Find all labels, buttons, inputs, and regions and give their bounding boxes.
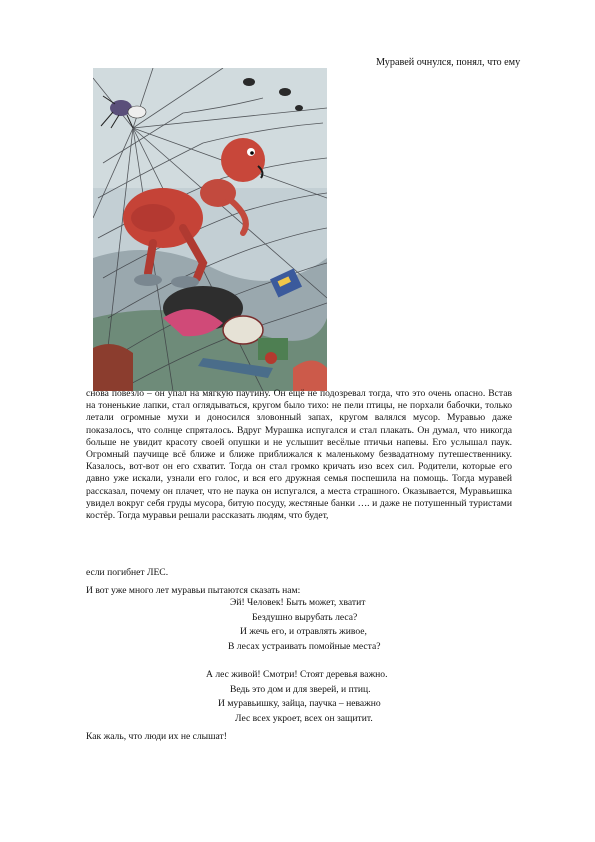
story-opening-line: Муравей очнулся, понял, что ему <box>376 57 521 68</box>
poem-line: А лес живой! Смотри! Стоят деревья важно. <box>206 669 388 680</box>
poem-line: И жечь его, и отравлять живое, <box>240 626 367 638</box>
poem-line: Эй! Человек! Быть может, хватит <box>230 597 366 608</box>
story-closing-line: если погибнет ЛЕС. <box>86 567 169 578</box>
poem-stanza-1 <box>200 596 470 654</box>
poem-line: Бездушно вырубать леса? <box>252 611 358 623</box>
poem-intro-line: И вот уже много лет муравьи пытаются сказать нам: <box>86 585 301 596</box>
poem-line: В лесах устраивать помойные места? <box>228 640 381 652</box>
story-paragraph: снова повезло – он упал на мягкую паутину. Он ещё не подозревал тогда, что это очень опасно. Встав на тоненькие лапки, стал оглядываться, кругом было тихо: не пели птицы, не порхали бабочки, только летали огромные мухи и доносился зловонный запах, кругом валялся мусор. Муравью даже показалось, что солнце спряталось. Вдруг Мурашка испугался и стал плакать. Он думал, что никогда больше не увидит красоту своей опушки и не услышит весёлые птичьи напевы. Его услышал паук. Огромный паучище всё ближе и ближе приближался к маленькому безвадатному путешественнику. Казалось, вот-вот он его схватит. Тогда он стал громко кричать изо всех сил. Родители, которые его давно уже искали, узнали его голос, и вся его дружная семья поспешила на помощь. Тогда муравей рассказал, почему он плачет, что не паука он испугался, а места страшного. Оказывается, Муравьишка увидел вокруг себя груды мусора, битую посуду, жестяные банки …. и даже не потушенный туристами костёр. Тогда муравьи решали рассказать людям, что будет, <box>86 388 512 522</box>
poem-line: Ведь это дом и для зверей, и птиц. <box>230 683 371 695</box>
poem-stanza-2 <box>200 668 470 726</box>
closing-remark: Как жаль, что люди их не слышат! <box>86 731 227 742</box>
poem-line: Лес всех укроет, всех он защитит. <box>235 712 373 724</box>
ant-in-spiderweb-drawing <box>93 68 327 391</box>
poem-line: И муравьишку, зайца, паучка – неважно <box>218 698 381 710</box>
